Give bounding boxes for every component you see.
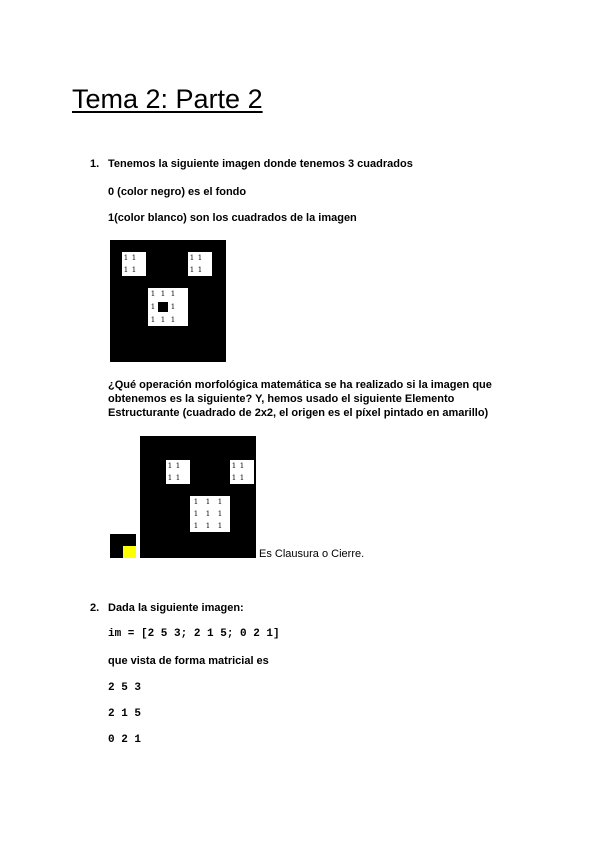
white-square-center bbox=[148, 288, 188, 326]
white-square-center bbox=[190, 496, 230, 532]
pixel-value: 1 bbox=[167, 474, 173, 482]
origin-pixel bbox=[123, 546, 136, 558]
pixel-value: 1 bbox=[167, 462, 173, 470]
item2-line1: Dada la siguiente imagen: bbox=[108, 602, 244, 614]
question-line: obtenemos es la siguiente? Y, hemos usado el siguiente Elemento bbox=[108, 393, 455, 405]
pixel-value: 1 bbox=[205, 522, 211, 530]
pixel-value: 1 bbox=[189, 254, 195, 262]
pixel-value: 1 bbox=[239, 474, 245, 482]
pixel-value: 1 bbox=[123, 266, 129, 274]
question-line: ¿Qué operación morfológica matemática se ha realizado si la imagen que bbox=[108, 379, 492, 391]
item-number-1: 1. bbox=[90, 158, 100, 170]
pixel-value: 1 bbox=[170, 303, 176, 311]
pixel-value: 1 bbox=[160, 290, 166, 298]
white-square-top-left bbox=[166, 460, 190, 484]
matrix-row-3: 0 2 1 bbox=[108, 734, 142, 746]
pixel-value: 1 bbox=[175, 474, 181, 482]
pixel-value: 1 bbox=[189, 266, 195, 274]
pixel-value: 1 bbox=[205, 498, 211, 506]
pixel-value: 1 bbox=[217, 510, 223, 518]
page-title: Tema 2: Parte 2 bbox=[72, 84, 263, 114]
pixel-value: 1 bbox=[123, 254, 129, 262]
matrix-row-2: 2 1 5 bbox=[108, 708, 142, 720]
pixel-value: 1 bbox=[150, 303, 156, 311]
code-line: im = [2 5 3; 2 1 5; 0 2 1] bbox=[108, 628, 280, 640]
pixel-value: 1 bbox=[170, 290, 176, 298]
item-number-2: 2. bbox=[90, 602, 100, 614]
pixel-value: 1 bbox=[231, 474, 237, 482]
black-hole-pixel bbox=[158, 302, 168, 312]
pixel-value: 1 bbox=[197, 254, 203, 262]
white-square-top-right bbox=[188, 252, 212, 276]
pixel-value: 1 bbox=[170, 316, 176, 324]
pixel-value: 1 bbox=[239, 462, 245, 470]
original-image bbox=[110, 240, 226, 362]
white-square-top-right bbox=[230, 460, 254, 484]
pixel-value: 1 bbox=[175, 462, 181, 470]
item1-line3: 1(color blanco) son los cuadrados de la imagen bbox=[108, 212, 357, 224]
pixel-value: 1 bbox=[150, 316, 156, 324]
pixel-value: 1 bbox=[217, 498, 223, 506]
matrix-row-1: 2 5 3 bbox=[108, 682, 142, 694]
pixel-value: 1 bbox=[193, 510, 199, 518]
pixel-value: 1 bbox=[193, 522, 199, 530]
result-image bbox=[140, 436, 256, 558]
answer-text: Es Clausura o Cierre. bbox=[259, 548, 365, 560]
pixel-value: 1 bbox=[217, 522, 223, 530]
question-paragraph bbox=[108, 378, 508, 420]
pixel-value: 1 bbox=[205, 510, 211, 518]
item2-line2: que vista de forma matricial es bbox=[108, 655, 269, 667]
pixel-value: 1 bbox=[197, 266, 203, 274]
pixel-value: 1 bbox=[231, 462, 237, 470]
structuring-element bbox=[110, 534, 136, 558]
pixel-value: 1 bbox=[193, 498, 199, 506]
pixel-value: 1 bbox=[131, 254, 137, 262]
question-line: Estructurante (cuadrado de 2x2, el origen es el píxel pintado en amarillo) bbox=[108, 407, 489, 419]
pixel-value: 1 bbox=[160, 316, 166, 324]
item1-line1: Tenemos la siguiente imagen donde tenemos 3 cuadrados bbox=[108, 158, 413, 170]
item1-line2: 0 (color negro) es el fondo bbox=[108, 186, 247, 198]
pixel-value: 1 bbox=[131, 266, 137, 274]
pixel-value: 1 bbox=[150, 290, 156, 298]
white-square-top-left bbox=[122, 252, 146, 276]
